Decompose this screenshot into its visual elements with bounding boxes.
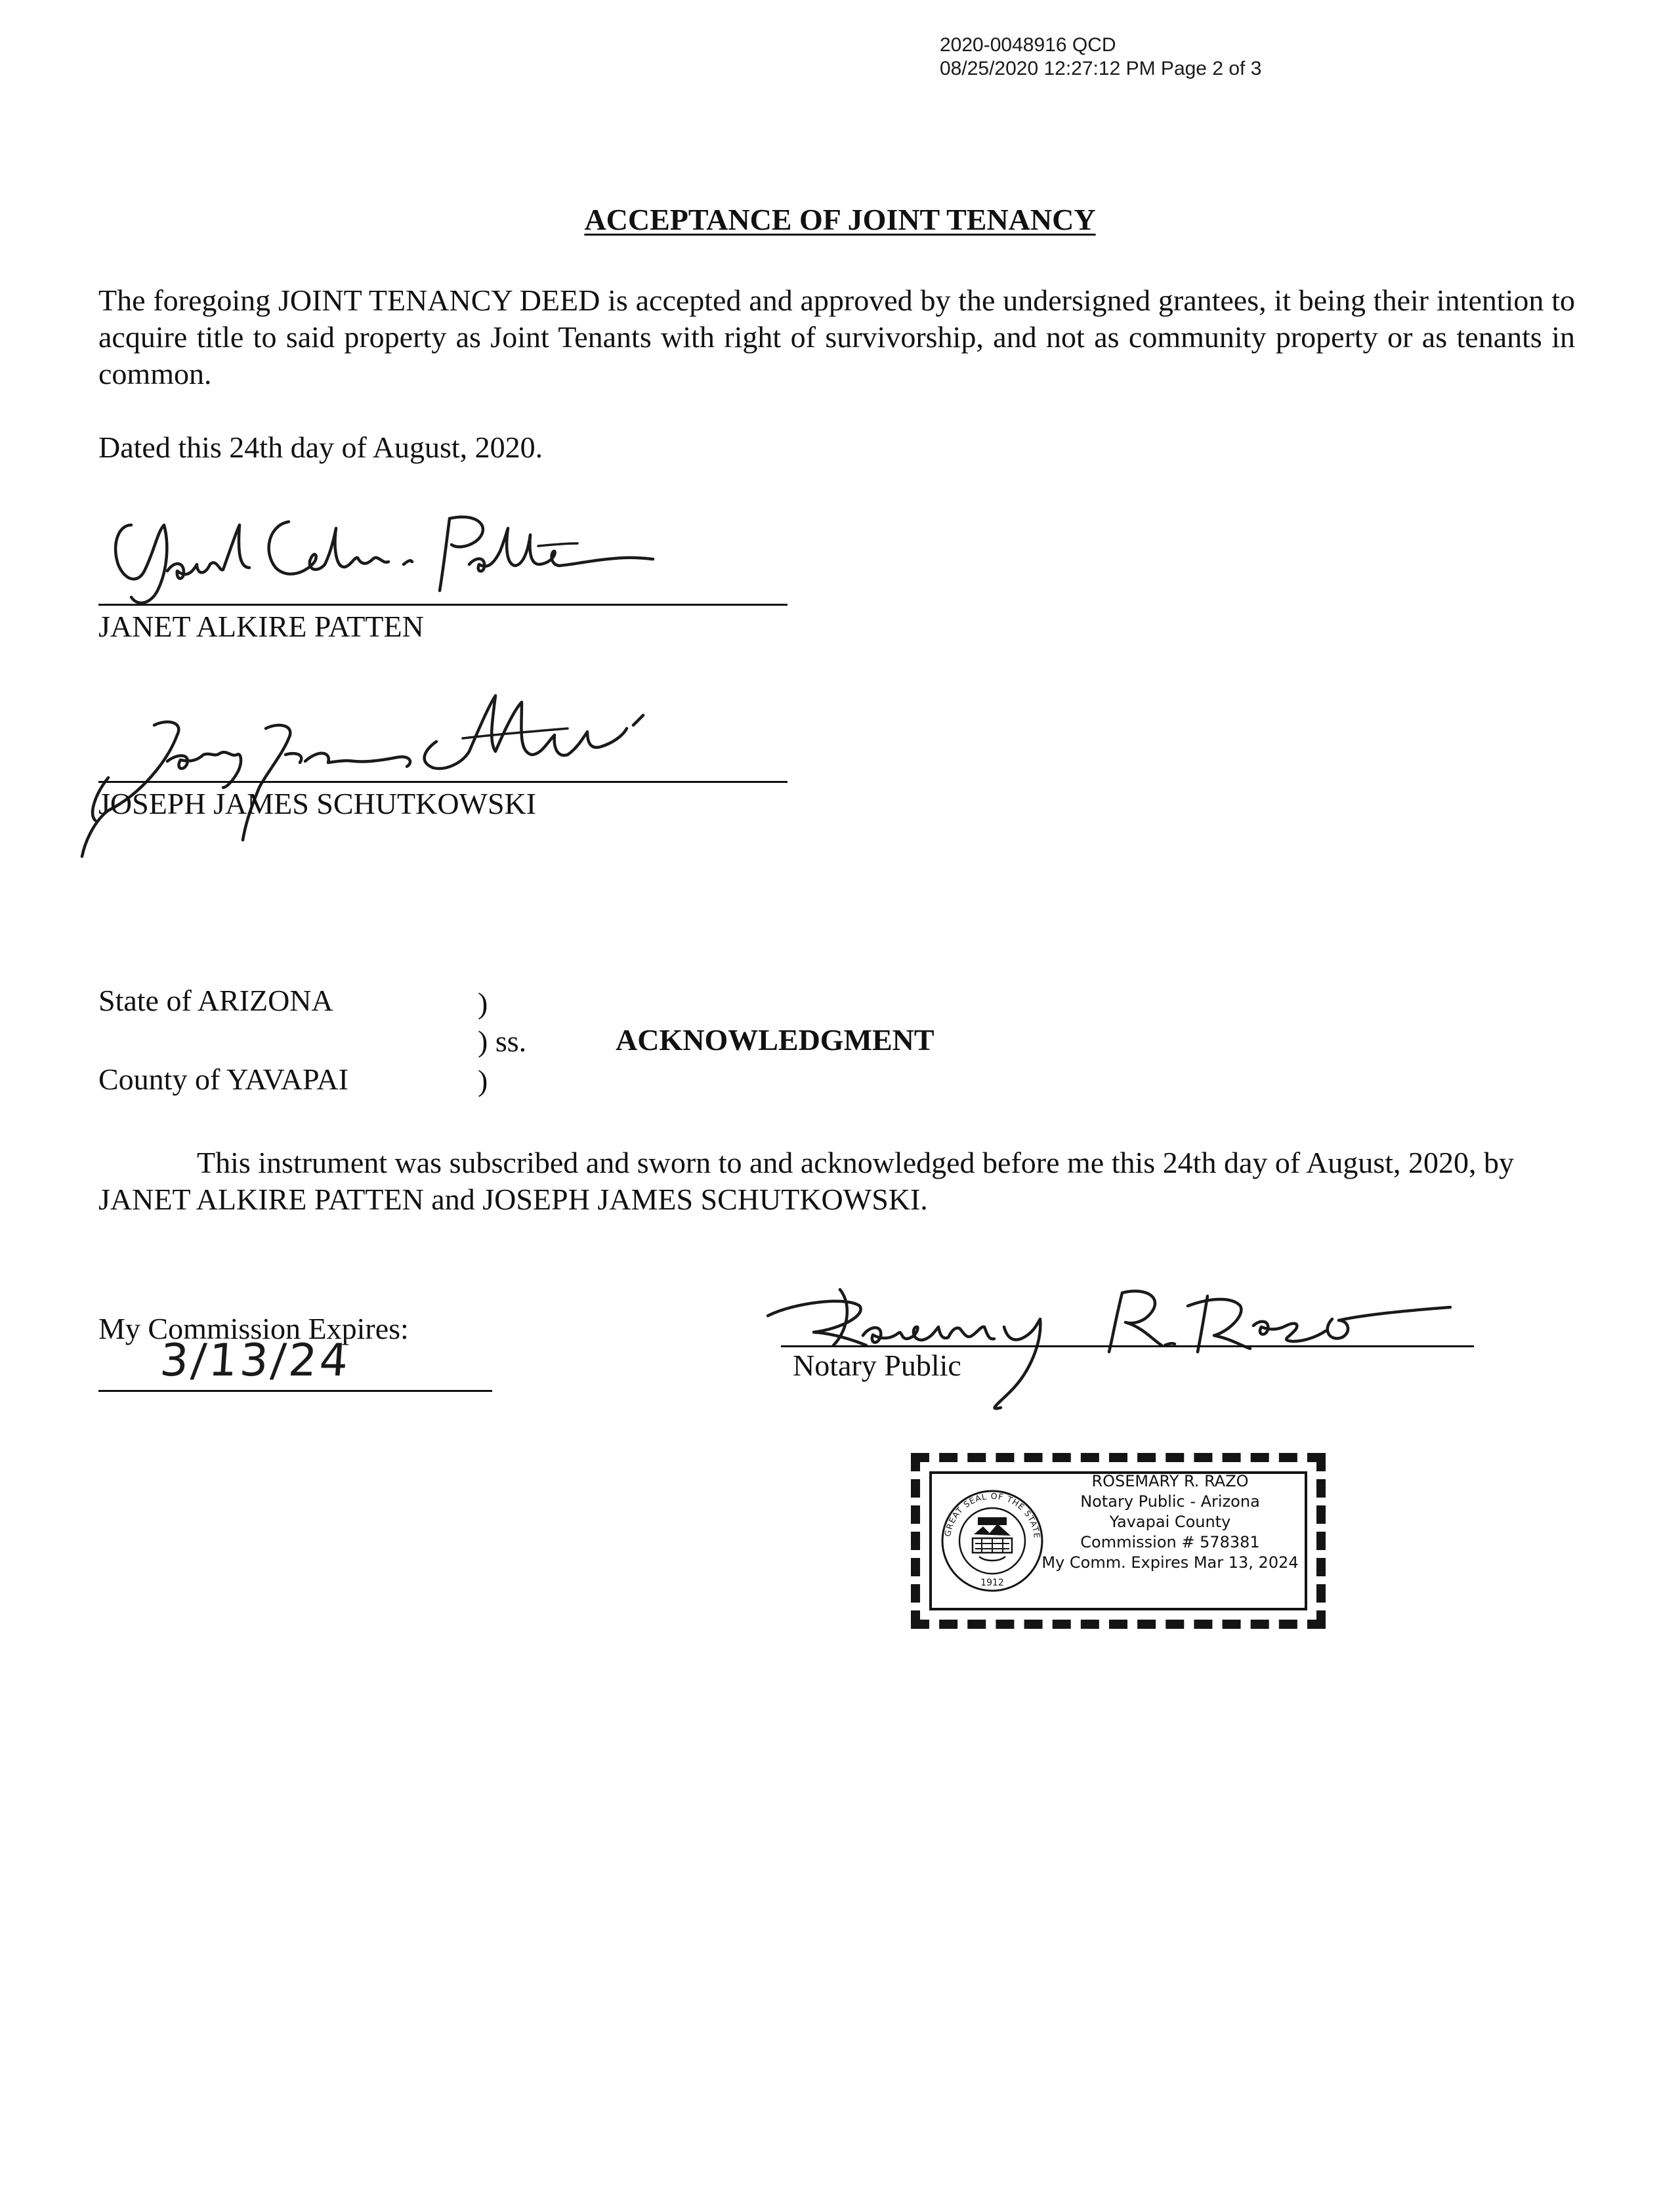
notary-public-label: Notary Public bbox=[793, 1349, 961, 1382]
stamp-commission-expiry: My Comm. Expires Mar 13, 2024 bbox=[1041, 1553, 1299, 1572]
stamp-notary-name: ROSEMARY R. RAZO bbox=[1091, 1472, 1249, 1490]
venue-paren-ss: ) ss. bbox=[478, 1024, 527, 1058]
dated-line: Dated this 24th day of August, 2020. bbox=[98, 430, 543, 464]
signature-janet-patten bbox=[92, 499, 682, 617]
commission-label: My Commission Expires: bbox=[98, 1312, 409, 1345]
recording-datetime-page: 08/25/2020 12:27:12 PM Page 2 of 3 bbox=[940, 58, 1262, 79]
venue-county: County of YAVAPAI bbox=[98, 1062, 348, 1096]
acknowledgment-title: ACKNOWLEDGMENT bbox=[616, 1023, 934, 1057]
seal-ring-text: GREAT SEAL OF THE STATE OF ARIZONA bbox=[936, 1474, 1043, 1542]
signature-line-2 bbox=[98, 781, 788, 783]
recording-number: 2020-0048916 QCD bbox=[940, 34, 1116, 56]
commission-handwritten-date: 3/13/24 bbox=[158, 1335, 352, 1387]
acceptance-paragraph: The foregoing JOINT TENANCY DEED is accepted and approved by the undersigned grantees, it being their intention to acquire title to said property as Joint Tenants with right of survivorship, and not as community property or as tenants in common. bbox=[98, 284, 1575, 390]
notary-stamp-text bbox=[1036, 1471, 1305, 1573]
stamp-commission-number: Commission # 578381 bbox=[1080, 1533, 1260, 1551]
signature-line-1 bbox=[98, 604, 788, 606]
venue-paren-bottom: ) bbox=[478, 1064, 488, 1097]
stamp-county: Yavapai County bbox=[1109, 1513, 1231, 1531]
seal-year: 1912 bbox=[980, 1578, 1004, 1588]
venue-paren-top: ) bbox=[478, 986, 488, 1020]
notary-stamp bbox=[911, 1453, 1326, 1629]
venue-state: State of ARIZONA bbox=[98, 984, 333, 1017]
acknowledgment-paragraph: This instrument was subscribed and sworn to and acknowledged before me this 24th day of August, 2020, by JANET ALKIRE PATTEN and JOSEPH JAMES SCHUTKOWSKI. bbox=[98, 1146, 1515, 1216]
stamp-notary-title: Notary Public - Arizona bbox=[1080, 1492, 1260, 1511]
signer-name-1: JANET ALKIRE PATTEN bbox=[98, 610, 424, 643]
notary-signature-line bbox=[781, 1345, 1474, 1347]
signer-name-2: JOSEPH JAMES SCHUTKOWSKI bbox=[98, 787, 537, 820]
commission-line bbox=[98, 1390, 492, 1392]
acceptance-title: ACCEPTANCE OF JOINT TENANCY bbox=[584, 203, 1096, 236]
arizona-seal-icon bbox=[936, 1474, 1045, 1600]
